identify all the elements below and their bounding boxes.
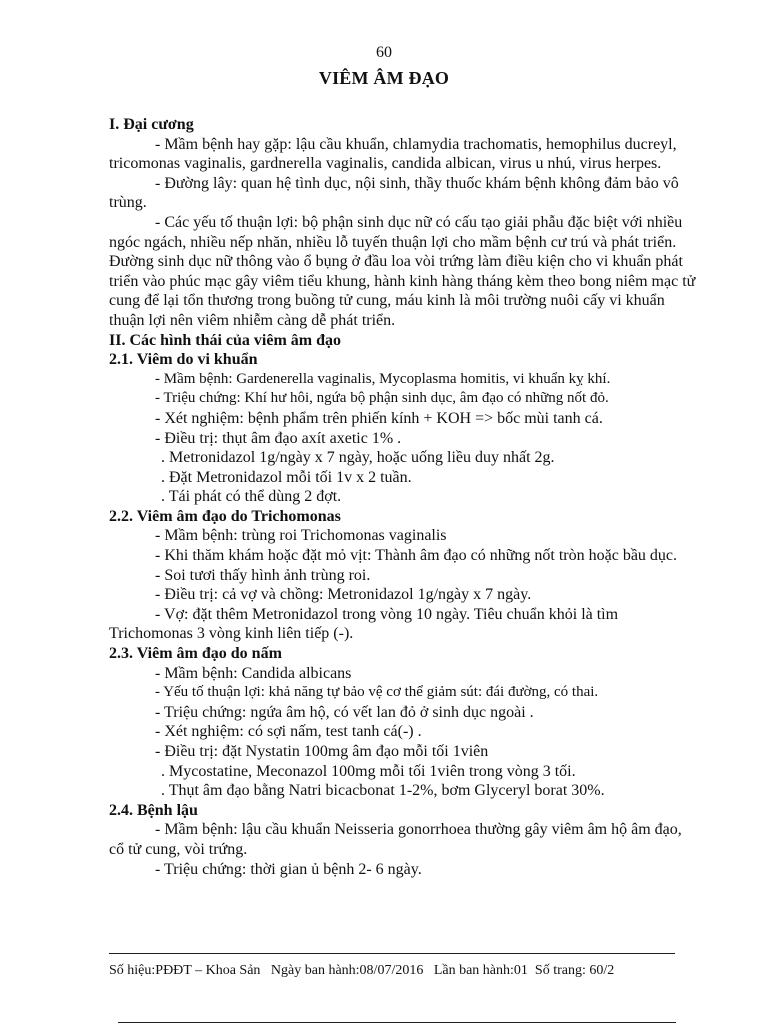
list-item: . Đặt Metronidazol mỗi tối 1v x 2 tuần.: [161, 468, 412, 486]
list-item: - Mầm bệnh: trùng roi Trichomonas vaginalis: [155, 527, 447, 545]
subsection-heading: 2.2. Viêm âm đạo do Trichomonas: [109, 507, 341, 525]
list-item: - Triệu chứng: Khí hư hôi, ngứa bộ phận sinh dục, âm đạo có những nốt đỏ.: [155, 390, 609, 407]
list-item: . Thụt âm đạo bằng Natri bicacbonat 1-2%, bơm Glyceryl borat 30%.: [161, 782, 605, 800]
bottom-divider: [118, 1022, 676, 1023]
list-item: - Khi thăm khám hoặc đặt mỏ vịt: Thành âm đạo có những nốt tròn hoặc bầu dục.: [155, 547, 678, 565]
subsection-heading: 2.4. Bệnh lậu: [109, 801, 198, 819]
document-body: [109, 115, 697, 879]
paragraph: - Đường lây: quan hệ tình dục, nội sinh, thầy thuốc khám bệnh không đảm bảo vô trùng.: [109, 174, 679, 212]
list-item: - Mầm bệnh: Gardenerella vaginalis, Mycoplasma homitis, vi khuẩn kỵ khí.: [155, 370, 611, 387]
list-item: - Triệu chứng: thời gian ủ bệnh 2- 6 ngày.: [155, 860, 422, 878]
paragraph: - Các yếu tố thuận lợi: bộ phận sinh dục nữ có cấu tạo giải phẫu đặc biệt với nhiều ngóc ngách, nhiều nếp nhăn, nhiều lỗ tuyến thuận lợi cho mầm bệnh cư trú và phát triển. Đường sinh dục nữ thông vào ổ bụng ở đầu loa vòi trứng làm điều kiện cho vi khuẩn phát triển vào phúc mạc gây viêm tiểu khung, hành kinh hàng tháng kèm theo bong niêm mạc tử cung để lại tổn thương trong buồng tử cung, máu kinh là môi trường nuôi cấy vi khuẩn thuận lợi nên viêm nhiễm càng dễ phát triển.: [109, 213, 696, 329]
section-heading: I. Đại cương: [109, 116, 194, 133]
paragraph: - Mầm bệnh hay gặp: lậu cầu khuẩn, chlamydia trachomatis, hemophilus ducreyl, tricomonas vaginalis, gardnerella vaginalis, candida albican, virus u nhú, virus herpes.: [109, 135, 677, 173]
list-item: - Điều trị: đặt Nystatin 100mg âm đạo mỗi tối 1viên: [155, 743, 489, 760]
list-item: - Mầm bệnh: Candida albicans: [155, 664, 352, 682]
footer-divider: [109, 953, 675, 954]
list-item: - Xét nghiệm: bệnh phẩm trên phiến kính + KOH => bốc mùi tanh cá.: [155, 409, 603, 427]
list-item: . Mycostatine, Meconazol 100mg mỗi tối 1viên trong vòng 3 tối.: [161, 762, 576, 780]
list-item: - Xét nghiệm: có sợi nấm, test tanh cá(-) .: [155, 723, 422, 741]
page-title: VIÊM ÂM ĐẠO: [318, 68, 450, 88]
list-item: . Metronidazol 1g/ngày x 7 ngày, hoặc uống liều duy nhất 2g.: [161, 449, 555, 467]
subsection-heading: 2.1. Viêm do vi khuẩn: [109, 351, 258, 369]
list-item: - Điều trị: cả vợ và chồng: Metronidazol 1g/ngày x 7 ngày.: [155, 586, 532, 604]
list-item: - Triệu chứng: ngứa âm hộ, có vết lan đỏ ở sinh dục ngoài .: [155, 703, 534, 721]
list-item: - Vợ: đặt thêm Metronidazol trong vòng 10 ngày. Tiêu chuẩn khỏi là tìm Trichomonas 3 vòng kinh liên tiếp (-).: [109, 605, 619, 643]
list-item: - Yếu tố thuận lợi: khả năng tự bảo vệ cơ thể giảm sút: đái đường, có thai.: [155, 684, 599, 701]
page-number: 60: [376, 44, 392, 61]
footer-text: Số hiệu:PĐĐT – Khoa Sản Ngày ban hành:08/07/2016 Lần ban hành:01 Số trang: 60/2: [109, 963, 615, 978]
list-item: . Tái phát có thể dùng 2 đợt.: [161, 488, 342, 506]
list-item: - Điều trị: thụt âm đạo axít axetic 1% .: [155, 429, 402, 447]
list-item: - Soi tươi thấy hình ảnh trùng roi.: [155, 566, 371, 584]
subsection-heading: 2.3. Viêm âm đạo do nấm: [109, 645, 282, 663]
section-heading: II. Các hình thái của viêm âm đạo: [109, 331, 342, 349]
list-item: - Mầm bệnh: lậu cầu khuẩn Neisseria gonorrhoea thường gây viêm âm hộ âm đạo, cổ tử cung, vòi trứng.: [109, 821, 682, 858]
